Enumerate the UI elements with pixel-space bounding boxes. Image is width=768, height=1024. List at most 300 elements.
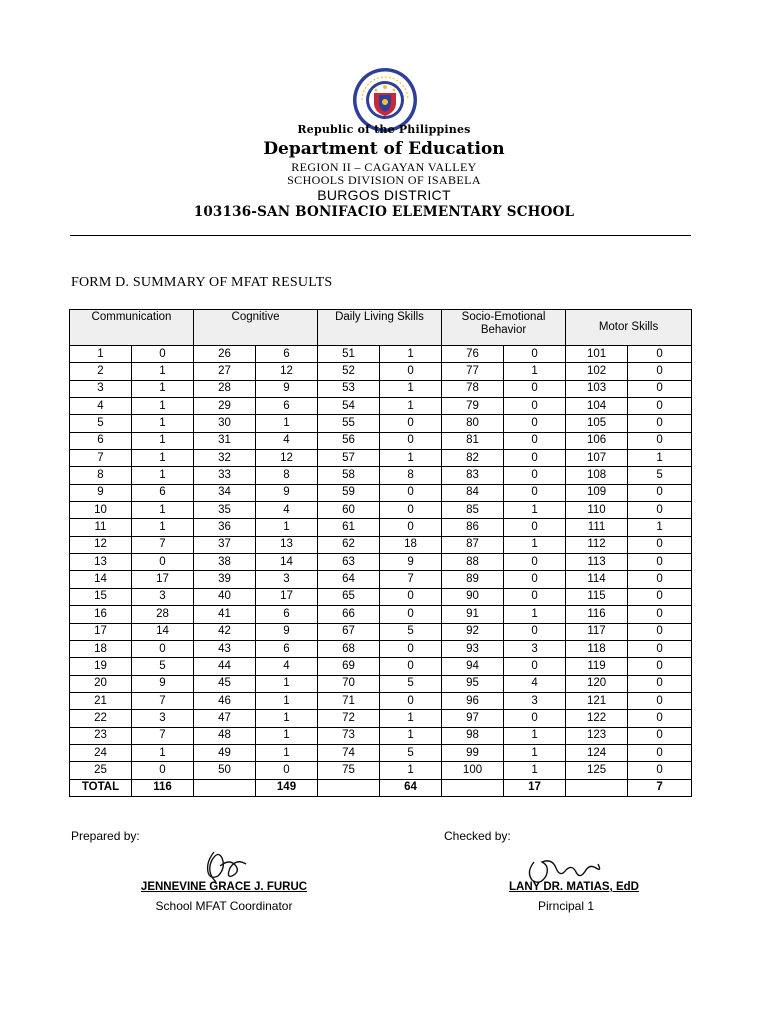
table-cell: 95 — [442, 675, 504, 692]
table-cell: 1 — [132, 502, 194, 519]
table-cell: 1 — [132, 744, 194, 761]
table-row — [70, 380, 692, 397]
table-cell: 9 — [256, 484, 318, 501]
table-cell: 15 — [70, 588, 132, 605]
table-cell: 0 — [504, 554, 566, 571]
table-cell: 1 — [132, 415, 194, 432]
table-row — [70, 692, 692, 709]
table-cell: 0 — [380, 415, 442, 432]
table-cell: 1 — [380, 346, 442, 363]
table-cell: 1 — [256, 519, 318, 536]
table-cell: 75 — [318, 762, 380, 779]
table-cell: 69 — [318, 658, 380, 675]
table-cell: 29 — [194, 398, 256, 415]
table-cell: 86 — [442, 519, 504, 536]
table-row — [70, 415, 692, 432]
table-cell: 68 — [318, 640, 380, 657]
table-cell: 1 — [504, 744, 566, 761]
table-cell: 17 — [70, 623, 132, 640]
table-cell: 2 — [70, 363, 132, 380]
table-cell: 107 — [566, 450, 628, 467]
table-cell: 7 — [380, 571, 442, 588]
table-cell: 1 — [504, 727, 566, 744]
table-cell: 102 — [566, 363, 628, 380]
table-cell: 109 — [566, 484, 628, 501]
table-cell: 1 — [256, 675, 318, 692]
table-cell: 105 — [566, 415, 628, 432]
table-cell: 44 — [194, 658, 256, 675]
table-cell: 38 — [194, 554, 256, 571]
table-cell: 1 — [70, 346, 132, 363]
table-cell: 121 — [566, 692, 628, 709]
table-cell: 63 — [318, 554, 380, 571]
table-cell: 113 — [566, 554, 628, 571]
table-cell: 5 — [628, 467, 692, 484]
table-cell: 42 — [194, 623, 256, 640]
table-cell: 91 — [442, 606, 504, 623]
table-cell: 88 — [442, 554, 504, 571]
table-cell: 37 — [194, 536, 256, 553]
col-header-socio-emotional: Socio-Emotional Behavior — [442, 310, 566, 346]
table-cell: 99 — [442, 744, 504, 761]
table-row — [70, 519, 692, 536]
table-cell: 34 — [194, 484, 256, 501]
table-cell: 100 — [442, 762, 504, 779]
table-row — [70, 658, 692, 675]
table-row — [70, 502, 692, 519]
table-cell: 9 — [70, 484, 132, 501]
table-cell: 0 — [628, 484, 692, 501]
table-cell: 53 — [318, 380, 380, 397]
table-cell: 0 — [628, 727, 692, 744]
table-cell: 1 — [380, 727, 442, 744]
table-cell: 3 — [504, 640, 566, 657]
table-cell: 96 — [442, 692, 504, 709]
table-cell: 25 — [70, 762, 132, 779]
table-cell: 110 — [566, 502, 628, 519]
table-cell: 80 — [442, 415, 504, 432]
table-cell: 3 — [504, 692, 566, 709]
table-cell: 49 — [194, 744, 256, 761]
table-cell: 17 — [132, 571, 194, 588]
table-cell: 0 — [132, 554, 194, 571]
table-cell: 0 — [380, 658, 442, 675]
table-cell: 119 — [566, 658, 628, 675]
table-cell: 3 — [132, 710, 194, 727]
table-row — [70, 363, 692, 380]
table-cell: 0 — [380, 363, 442, 380]
mfat-summary-table — [69, 309, 692, 797]
header-republic: Republic of the Philippines — [297, 123, 471, 136]
table-cell: 0 — [504, 623, 566, 640]
col-header-motor-skills: Motor Skills — [566, 310, 692, 346]
header-department: Department of Education — [263, 139, 505, 159]
table-cell: 92 — [442, 623, 504, 640]
table-row — [70, 467, 692, 484]
table-cell: 103 — [566, 380, 628, 397]
total-cell: 7 — [628, 779, 692, 796]
table-cell: 71 — [318, 692, 380, 709]
total-cell: 116 — [132, 779, 194, 796]
table-cell: 61 — [318, 519, 380, 536]
header-region: REGION II – CAGAYAN VALLEY — [291, 160, 477, 174]
table-cell: 1 — [132, 363, 194, 380]
table-cell: 90 — [442, 588, 504, 605]
table-cell: 7 — [70, 450, 132, 467]
table-cell: 56 — [318, 432, 380, 449]
table-cell: 0 — [504, 467, 566, 484]
table-row — [70, 432, 692, 449]
table-cell: 0 — [132, 762, 194, 779]
table-cell: 48 — [194, 727, 256, 744]
table-header-row — [70, 310, 692, 346]
table-cell: 7 — [132, 727, 194, 744]
table-cell: 115 — [566, 588, 628, 605]
table-cell: 1 — [256, 744, 318, 761]
table-cell: 1 — [380, 710, 442, 727]
table-cell: 0 — [628, 623, 692, 640]
table-cell: 0 — [132, 640, 194, 657]
table-cell: 0 — [628, 588, 692, 605]
table-cell: 94 — [442, 658, 504, 675]
total-cell — [194, 779, 256, 796]
table-row — [70, 606, 692, 623]
total-cell: 149 — [256, 779, 318, 796]
table-cell: 1 — [132, 398, 194, 415]
table-cell: 118 — [566, 640, 628, 657]
table-cell: 1 — [504, 536, 566, 553]
table-cell: 83 — [442, 467, 504, 484]
table-cell: 125 — [566, 762, 628, 779]
table-cell: 0 — [504, 588, 566, 605]
table-cell: 14 — [70, 571, 132, 588]
table-cell: 0 — [256, 762, 318, 779]
table-cell: 64 — [318, 571, 380, 588]
total-cell — [566, 779, 628, 796]
table-cell: 24 — [70, 744, 132, 761]
table-cell: 5 — [380, 675, 442, 692]
table-cell: 9 — [380, 554, 442, 571]
table-cell: 9 — [256, 380, 318, 397]
table-cell: 0 — [504, 658, 566, 675]
table-cell: 76 — [442, 346, 504, 363]
table-cell: 0 — [504, 519, 566, 536]
table-cell: 1 — [628, 450, 692, 467]
table-cell: 4 — [256, 432, 318, 449]
table-row — [70, 588, 692, 605]
table-cell: 77 — [442, 363, 504, 380]
table-cell: 1 — [132, 432, 194, 449]
table-cell: 14 — [132, 623, 194, 640]
table-cell: 1 — [256, 692, 318, 709]
table-cell: 111 — [566, 519, 628, 536]
table-row — [70, 727, 692, 744]
table-cell: 51 — [318, 346, 380, 363]
table-cell: 81 — [442, 432, 504, 449]
table-cell: 52 — [318, 363, 380, 380]
table-cell: 0 — [504, 380, 566, 397]
table-cell: 0 — [628, 675, 692, 692]
table-cell: 73 — [318, 727, 380, 744]
table-cell: 9 — [132, 675, 194, 692]
total-cell — [318, 779, 380, 796]
table-cell: 1 — [380, 450, 442, 467]
table-cell: 35 — [194, 502, 256, 519]
table-row — [70, 346, 692, 363]
table-cell: 0 — [628, 710, 692, 727]
table-cell: 1 — [256, 727, 318, 744]
table-cell: 46 — [194, 692, 256, 709]
table-cell: 45 — [194, 675, 256, 692]
table-cell: 1 — [380, 398, 442, 415]
table-cell: 6 — [256, 640, 318, 657]
col-header-daily-living: Daily Living Skills — [318, 310, 442, 346]
table-cell: 18 — [380, 536, 442, 553]
table-cell: 17 — [256, 588, 318, 605]
table-cell: 0 — [628, 363, 692, 380]
table-cell: 8 — [70, 467, 132, 484]
table-cell: 0 — [380, 640, 442, 657]
table-row — [70, 623, 692, 640]
table-cell: 101 — [566, 346, 628, 363]
table-cell: 13 — [256, 536, 318, 553]
table-cell: 123 — [566, 727, 628, 744]
table-cell: 85 — [442, 502, 504, 519]
table-cell: 1 — [380, 762, 442, 779]
table-cell: 116 — [566, 606, 628, 623]
header-school: 103136-SAN BONIFACIO ELEMENTARY SCHOOL — [193, 204, 575, 220]
table-cell: 1 — [504, 606, 566, 623]
table-cell: 28 — [132, 606, 194, 623]
table-cell: 55 — [318, 415, 380, 432]
table-cell: 0 — [628, 744, 692, 761]
table-cell: 8 — [380, 467, 442, 484]
table-cell: 31 — [194, 432, 256, 449]
table-cell: 13 — [70, 554, 132, 571]
header-divider — [70, 235, 691, 236]
table-cell: 6 — [256, 346, 318, 363]
table-row — [70, 762, 692, 779]
table-row — [70, 571, 692, 588]
table-cell: 7 — [132, 536, 194, 553]
table-cell: 87 — [442, 536, 504, 553]
table-row — [70, 536, 692, 553]
table-cell: 1 — [132, 450, 194, 467]
table-cell: 6 — [256, 398, 318, 415]
table-cell: 1 — [132, 519, 194, 536]
prepared-by-role: School MFAT Coordinator — [155, 899, 293, 913]
table-cell: 0 — [628, 571, 692, 588]
table-cell: 0 — [504, 398, 566, 415]
table-cell: 20 — [70, 675, 132, 692]
table-cell: 5 — [380, 623, 442, 640]
table-row — [70, 398, 692, 415]
table-cell: 6 — [256, 606, 318, 623]
table-cell: 1 — [504, 363, 566, 380]
table-cell: 3 — [70, 380, 132, 397]
table-cell: 59 — [318, 484, 380, 501]
table-cell: 5 — [132, 658, 194, 675]
table-cell: 5 — [380, 744, 442, 761]
table-cell: 41 — [194, 606, 256, 623]
table-cell: 54 — [318, 398, 380, 415]
table-cell: 0 — [628, 658, 692, 675]
header-district: BURGOS DISTRICT — [317, 187, 451, 203]
col-header-communication: Communication — [70, 310, 194, 346]
table-cell: 21 — [70, 692, 132, 709]
table-cell: 104 — [566, 398, 628, 415]
table-cell: 12 — [256, 363, 318, 380]
table-cell: 8 — [256, 467, 318, 484]
table-cell: 0 — [380, 502, 442, 519]
table-cell: 0 — [380, 692, 442, 709]
table-cell: 112 — [566, 536, 628, 553]
table-cell: 0 — [504, 415, 566, 432]
table-cell: 72 — [318, 710, 380, 727]
table-cell: 0 — [504, 484, 566, 501]
table-cell: 12 — [256, 450, 318, 467]
table-cell: 0 — [628, 640, 692, 657]
table-row — [70, 710, 692, 727]
table-cell: 0 — [628, 502, 692, 519]
table-row — [70, 675, 692, 692]
col-header-cognitive: Cognitive — [194, 310, 318, 346]
table-cell: 23 — [70, 727, 132, 744]
table-cell: 1 — [256, 710, 318, 727]
table-cell: 0 — [380, 588, 442, 605]
table-cell: 1 — [504, 502, 566, 519]
table-cell: 0 — [628, 606, 692, 623]
table-cell: 36 — [194, 519, 256, 536]
table-row — [70, 484, 692, 501]
table-cell: 0 — [504, 346, 566, 363]
table-cell: 4 — [70, 398, 132, 415]
form-title: FORM D. SUMMARY OF MFAT RESULTS — [71, 275, 333, 290]
table-cell: 4 — [256, 502, 318, 519]
table-cell: 47 — [194, 710, 256, 727]
table-row — [70, 554, 692, 571]
table-cell: 67 — [318, 623, 380, 640]
table-cell: 0 — [380, 519, 442, 536]
total-cell: 64 — [380, 779, 442, 796]
table-cell: 4 — [256, 658, 318, 675]
table-cell: 0 — [132, 346, 194, 363]
table-cell: 57 — [318, 450, 380, 467]
checked-by-name: LANY DR. MATIAS, EdD — [509, 881, 639, 893]
table-cell: 18 — [70, 640, 132, 657]
table-cell: 1 — [380, 380, 442, 397]
table-cell: 0 — [628, 692, 692, 709]
table-cell: 84 — [442, 484, 504, 501]
prepared-by-label: Prepared by: — [71, 829, 140, 843]
table-cell: 1 — [132, 380, 194, 397]
table-cell: 124 — [566, 744, 628, 761]
table-cell: 5 — [70, 415, 132, 432]
table-cell: 117 — [566, 623, 628, 640]
table-cell: 6 — [132, 484, 194, 501]
table-cell: 30 — [194, 415, 256, 432]
table-cell: 39 — [194, 571, 256, 588]
table-cell: 82 — [442, 450, 504, 467]
table-cell: 7 — [132, 692, 194, 709]
table-cell: 3 — [256, 571, 318, 588]
checked-by-role: Pirncipal 1 — [537, 899, 595, 913]
table-row — [70, 450, 692, 467]
table-cell: 0 — [504, 432, 566, 449]
table-cell: 65 — [318, 588, 380, 605]
table-cell: 19 — [70, 658, 132, 675]
table-cell: 106 — [566, 432, 628, 449]
table-cell: 0 — [628, 536, 692, 553]
table-cell: 50 — [194, 762, 256, 779]
table-cell: 0 — [628, 415, 692, 432]
table-cell: 0 — [628, 398, 692, 415]
table-cell: 1 — [504, 762, 566, 779]
table-cell: 78 — [442, 380, 504, 397]
table-row — [70, 640, 692, 657]
table-cell: 97 — [442, 710, 504, 727]
table-cell: 0 — [380, 484, 442, 501]
total-row — [70, 779, 692, 796]
table-cell: 70 — [318, 675, 380, 692]
table-cell: 122 — [566, 710, 628, 727]
table-cell: 0 — [380, 432, 442, 449]
total-cell: 17 — [504, 779, 566, 796]
table-cell: 79 — [442, 398, 504, 415]
prepared-by-name: JENNEVINE GRACE J. FURUC — [140, 881, 308, 893]
table-cell: 10 — [70, 502, 132, 519]
table-cell: 58 — [318, 467, 380, 484]
table-cell: 4 — [504, 675, 566, 692]
total-cell — [442, 779, 504, 796]
table-cell: 98 — [442, 727, 504, 744]
table-cell: 0 — [504, 710, 566, 727]
table-cell: 16 — [70, 606, 132, 623]
table-cell: 74 — [318, 744, 380, 761]
table-cell: 120 — [566, 675, 628, 692]
table-cell: 22 — [70, 710, 132, 727]
table-cell: 11 — [70, 519, 132, 536]
table-cell: 89 — [442, 571, 504, 588]
table-cell: 0 — [628, 346, 692, 363]
table-cell: 114 — [566, 571, 628, 588]
table-cell: 9 — [256, 623, 318, 640]
table-cell: 1 — [628, 519, 692, 536]
table-cell: 12 — [70, 536, 132, 553]
table-cell: 0 — [628, 554, 692, 571]
table-cell: 26 — [194, 346, 256, 363]
table-cell: 1 — [256, 415, 318, 432]
table-cell: 0 — [504, 450, 566, 467]
table-cell: 108 — [566, 467, 628, 484]
table-cell: 3 — [132, 588, 194, 605]
table-cell: 66 — [318, 606, 380, 623]
table-cell: 0 — [628, 432, 692, 449]
table-cell: 1 — [132, 467, 194, 484]
table-cell: 40 — [194, 588, 256, 605]
table-cell: 93 — [442, 640, 504, 657]
checked-by-label: Checked by: — [444, 829, 511, 843]
table-cell: 0 — [628, 380, 692, 397]
table-cell: 0 — [504, 571, 566, 588]
header-division: SCHOOLS DIVISION OF ISABELA — [287, 173, 481, 187]
table-cell: 0 — [380, 606, 442, 623]
table-row — [70, 744, 692, 761]
table-cell: 6 — [70, 432, 132, 449]
table-cell: 28 — [194, 380, 256, 397]
table-cell: 43 — [194, 640, 256, 657]
table-cell: 0 — [628, 762, 692, 779]
